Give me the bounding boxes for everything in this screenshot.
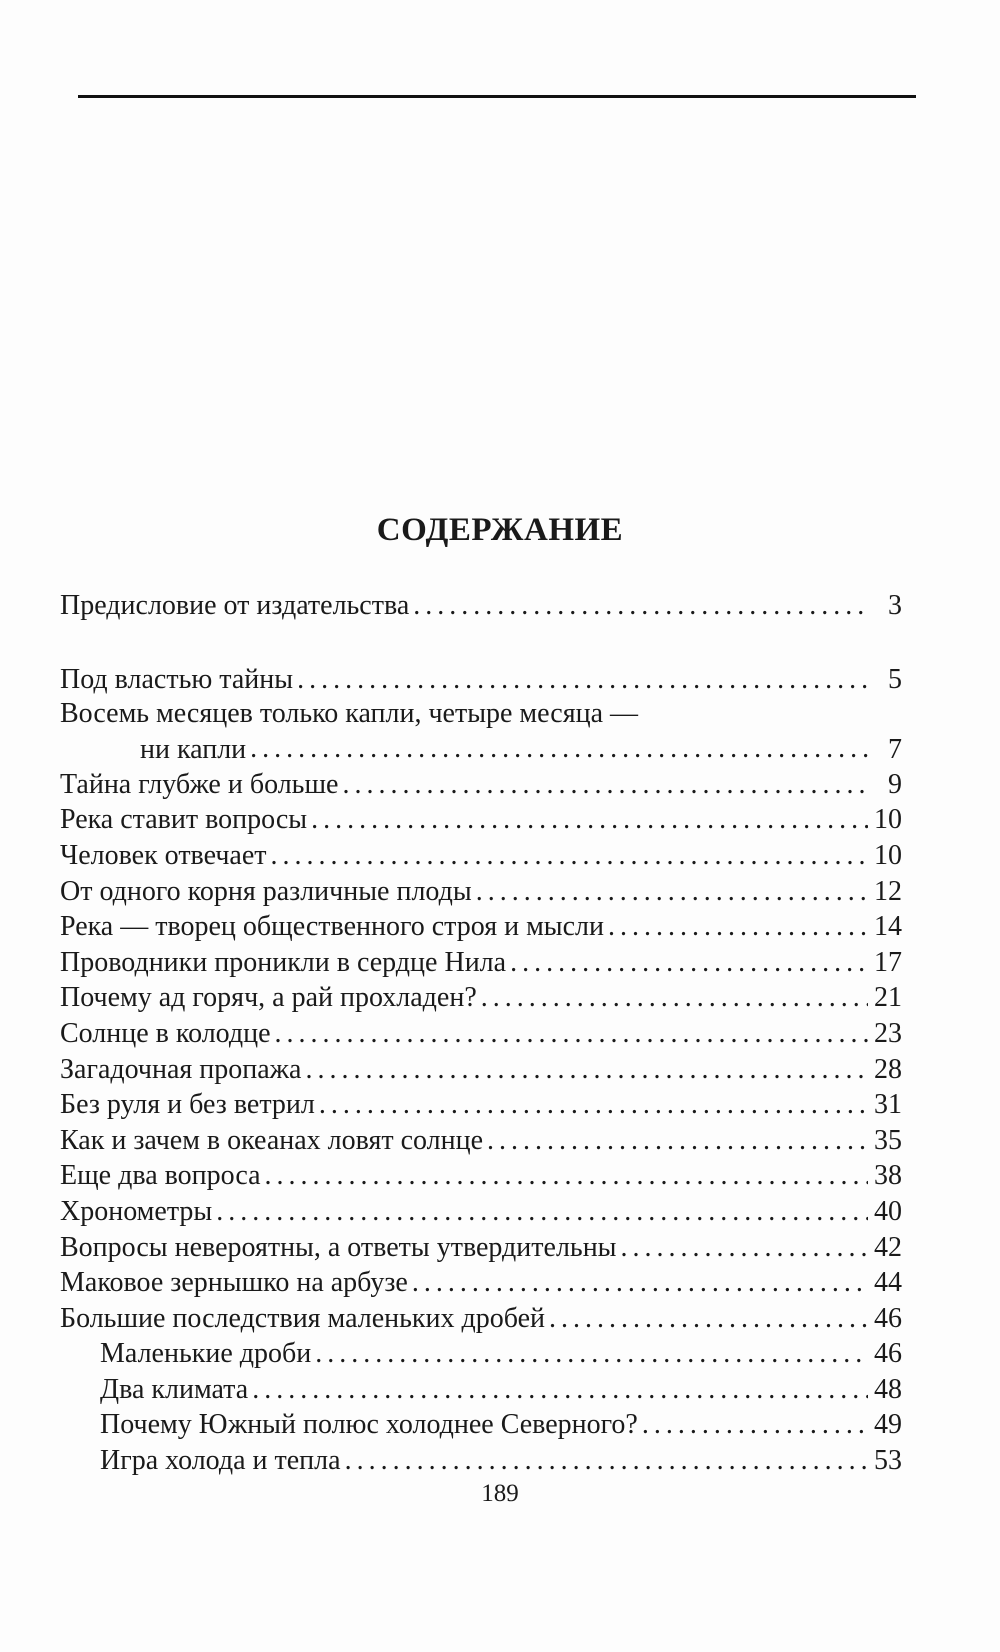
toc-leader-dots [621, 1230, 869, 1266]
toc-leader-dots [297, 662, 868, 698]
toc-entry-page: 10 [874, 804, 902, 836]
toc-leader-dots [275, 1016, 868, 1052]
toc-entry [60, 697, 902, 767]
toc-entry-title: Проводники проникли в сердце Нила [60, 946, 507, 978]
toc-entry-page: 44 [874, 1267, 902, 1299]
toc-entry [60, 1194, 902, 1230]
toc-entry [60, 1052, 902, 1088]
toc-entry-page: 7 [888, 733, 902, 765]
toc-subentry [60, 1443, 902, 1479]
toc-entry-page: 3 [888, 590, 902, 621]
header-rule [78, 95, 916, 98]
toc-entry-title: Тайна глубже и больше [60, 768, 339, 800]
toc-entry-page: 17 [874, 946, 902, 978]
toc-entry-page: 14 [874, 911, 902, 943]
toc-entry-page: 9 [888, 768, 902, 800]
toc-entry-title: Почему ад горяч, а рай прохладен? [60, 982, 477, 1014]
toc-leader-dots [608, 909, 868, 945]
toc-subentry [60, 1407, 902, 1443]
toc-entry [60, 588, 902, 624]
toc-entry-title-continued: ни капли [140, 733, 247, 765]
toc-entry [60, 874, 902, 910]
toc-subentry [60, 1372, 902, 1408]
toc-entry-title: Солнце в колодце [60, 1017, 271, 1049]
toc-entry [60, 1016, 902, 1052]
toc-entry-page: 48 [874, 1373, 902, 1405]
toc-entry [60, 980, 902, 1016]
toc-entry-page: 42 [874, 1231, 902, 1263]
toc-leader-dots [271, 838, 868, 874]
toc-entry-page: 10 [874, 839, 902, 871]
toc-entry [60, 1265, 902, 1301]
page-title: СОДЕРЖАНИЕ [376, 512, 624, 548]
toc-leader-dots [345, 1443, 868, 1479]
toc-entry-title: Большие последствия маленьких дробей [60, 1302, 546, 1334]
toc-entry-title: Игра холода и тепла [100, 1445, 341, 1477]
toc-leader-dots [315, 1336, 868, 1372]
toc-leader-dots [250, 731, 868, 767]
toc-entry-page: 12 [874, 875, 902, 907]
toc-leader-dots [481, 980, 868, 1016]
toc-leader-dots [305, 1052, 868, 1088]
table-of-contents [60, 588, 902, 1479]
toc-entry-title: Без руля и без ветрил [60, 1089, 315, 1121]
toc-leader-dots [510, 945, 868, 981]
toc-entry [60, 838, 902, 874]
toc-entry-title: Маленькие дроби [100, 1338, 312, 1370]
toc-entry-page: 46 [874, 1302, 902, 1334]
toc-entry-page: 23 [874, 1017, 902, 1049]
toc-entry-title: Предисловие от издательства [60, 590, 410, 621]
toc-leader-dots [413, 588, 868, 624]
toc-entry-title: От одного корня различные плоды [60, 875, 472, 907]
toc-entry [60, 1230, 902, 1266]
toc-entry [60, 1123, 902, 1159]
toc-entry-title: Еще два вопроса [60, 1160, 261, 1192]
toc-entry-title: Вопросы невероятны, а ответы утвердительны [60, 1231, 617, 1263]
toc-leader-dots [342, 767, 868, 803]
toc-entry-title: Почему Южный полюс холоднее Северного? [100, 1409, 638, 1441]
toc-entry-title: Хронометры [60, 1195, 213, 1227]
toc-entry-title: Как и зачем в океанах ловят солнце [60, 1124, 484, 1156]
toc-entry-title: Маковое зернышко на арбузе [60, 1267, 408, 1299]
toc-entry-page: 53 [874, 1445, 902, 1477]
toc-leader-dots [412, 1265, 868, 1301]
toc-entry [60, 802, 902, 838]
toc-entry-page: 35 [874, 1124, 902, 1156]
toc-entry-continuation [60, 731, 902, 767]
toc-entry [60, 1087, 902, 1123]
toc-entry [60, 909, 902, 945]
toc-leader-dots [549, 1301, 868, 1337]
toc-entry-page: 40 [874, 1195, 902, 1227]
toc-leader-dots [487, 1123, 868, 1159]
toc-leader-dots [319, 1087, 868, 1123]
toc-entry-page: 21 [874, 982, 902, 1014]
toc-leader-dots [252, 1372, 868, 1408]
toc-entry-page: 31 [874, 1089, 902, 1121]
toc-entry [60, 662, 902, 698]
toc-leader-dots [311, 802, 868, 838]
toc-entry-title: Река ставит вопросы [60, 804, 308, 836]
toc-entry-page: 5 [888, 663, 902, 695]
toc-entry-title: Два климата [100, 1373, 249, 1405]
toc-entry-title: Под властью тайны [60, 663, 294, 695]
toc-entry-title: Река — творец общественного строя и мысли [60, 911, 605, 943]
toc-entry-page: 28 [874, 1053, 902, 1085]
toc-entry [60, 767, 902, 803]
toc-entry-title: Загадочная пропажа [60, 1053, 302, 1085]
toc-entry [60, 945, 902, 981]
toc-entry-title: Человек отвечает [60, 839, 267, 871]
toc-entry-title: Восемь месяцев только капли, четыре месяца — [60, 698, 638, 730]
toc-entry-page: 46 [874, 1338, 902, 1370]
toc-entry-page: 49 [874, 1409, 902, 1441]
toc-leader-dots [216, 1194, 868, 1230]
toc-leader-dots [265, 1158, 868, 1194]
toc-entry [60, 1301, 902, 1337]
toc-entry [60, 1158, 902, 1194]
toc-leader-dots [642, 1407, 868, 1443]
page-number: 189 [481, 1480, 519, 1507]
toc-subentry [60, 1336, 902, 1372]
toc-entry-page: 38 [874, 1160, 902, 1192]
toc-leader-dots [476, 874, 868, 910]
